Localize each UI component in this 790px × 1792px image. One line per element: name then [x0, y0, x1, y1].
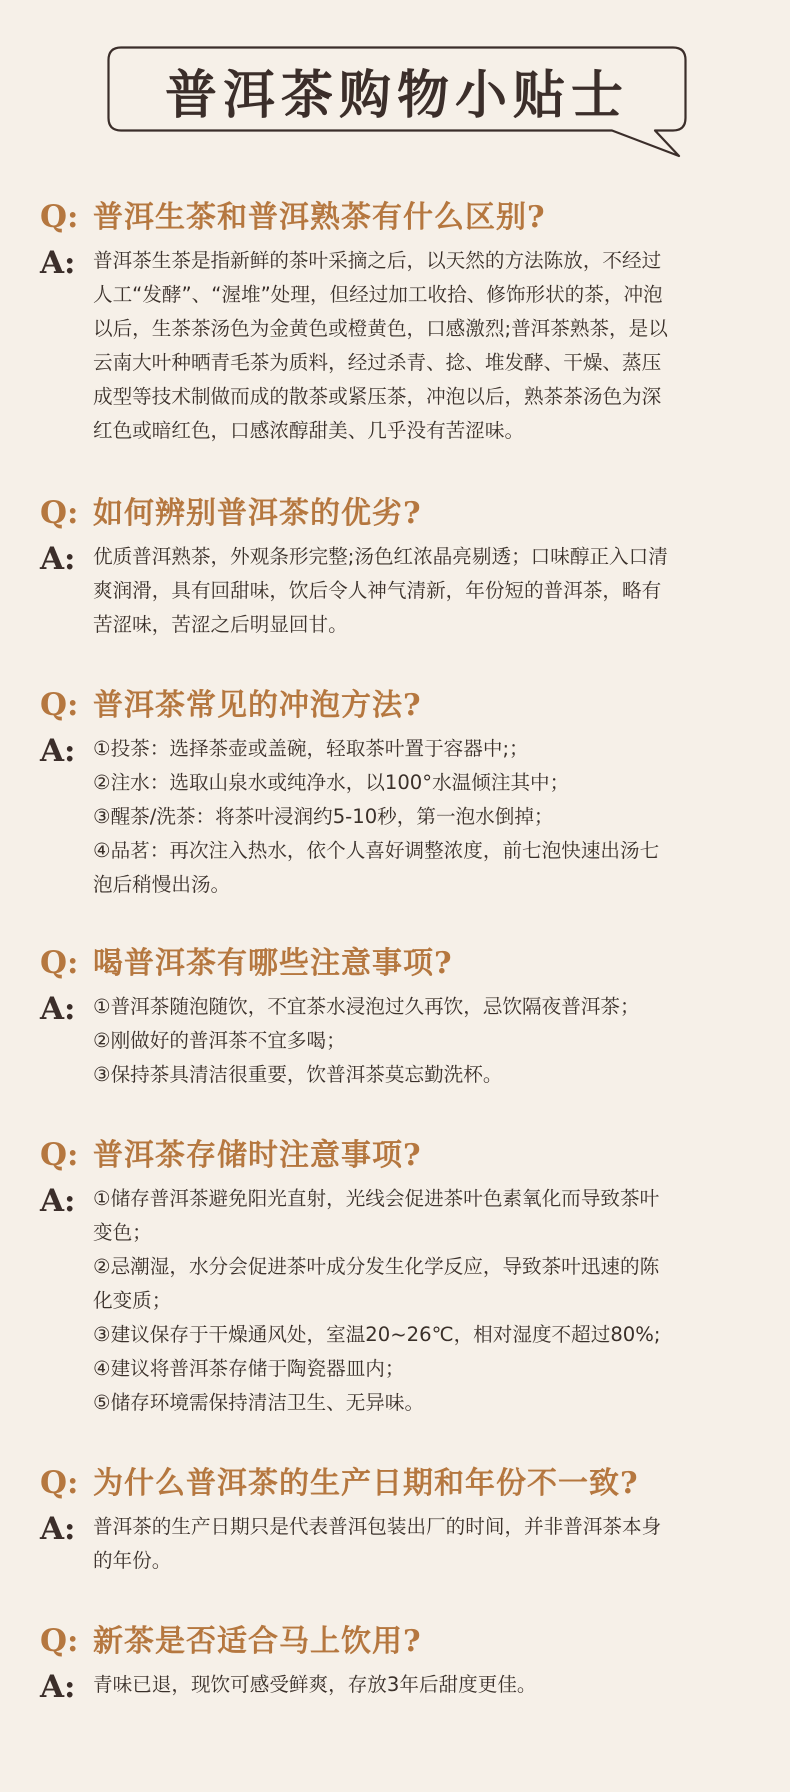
answer-marker: A: [40, 1669, 76, 1705]
answer-line: 爽润滑，具有回甜味，饮后令人神气清新，年份短的普洱茶，略有 [93, 579, 662, 602]
answer-line: 的年份。 [93, 1549, 172, 1572]
answer-body [93, 1182, 760, 1420]
answer-marker: A: [40, 733, 76, 769]
answer-line: 普洱茶的生产日期只是代表普洱包装出厂的时间，并非普洱茶本身 [93, 1515, 662, 1538]
question-text: 普洱茶常见的冲泡方法? [93, 688, 422, 723]
question-row [40, 1130, 760, 1182]
answer-row [40, 1182, 760, 1420]
question-row [40, 488, 760, 540]
answer-row [40, 732, 760, 902]
answer-line: ①储存普洱茶避免阳光直射，光线会促进茶叶色素氧化而导致茶叶 [93, 1187, 660, 1210]
question-text: 如何辨别普洱茶的优劣? [93, 496, 422, 531]
answer-line: 红色或暗红色，口感浓醇甜美、几乎没有苦涩味。 [93, 419, 525, 442]
qa-item [40, 1616, 760, 1716]
question-marker: Q: [40, 687, 79, 723]
answer-row [40, 990, 760, 1092]
answer-line: ②忌潮湿，水分会促进茶叶成分发生化学反应，导致茶叶迅速的陈 [93, 1255, 660, 1278]
answer-line: 人工“发酵”、“渥堆”处理，但经过加工收拾、修饰形状的茶，冲泡 [93, 283, 663, 306]
answer-row [40, 244, 760, 448]
answer-line: 变色； [93, 1221, 152, 1244]
qa-list [40, 192, 760, 1716]
answer-line: ②刚做好的普洱茶不宜多喝； [93, 1029, 346, 1052]
answer-body [93, 732, 760, 902]
answer-line: 青味已退，现饮可感受鲜爽，存放3年后甜度更佳。 [93, 1673, 537, 1696]
answer-marker: A: [40, 991, 76, 1027]
qa-item [40, 938, 760, 1130]
answer-line: 以后，生茶茶汤色为金黄色或橙黄色，口感激烈;普洱茶熟茶，是以 [93, 317, 668, 340]
qa-item [40, 680, 760, 938]
question-row [40, 192, 760, 244]
answer-marker: A: [40, 1183, 76, 1219]
question-marker: Q: [40, 1137, 79, 1173]
question-text: 喝普洱茶有哪些注意事项? [93, 946, 453, 981]
answer-line: ③醒茶/洗茶：将茶叶浸润约5-10秒，第一泡水倒掉； [93, 805, 554, 828]
answer-line: ⑤储存环境需保持清洁卫生、无异味。 [93, 1391, 425, 1414]
answer-line: ①投茶：选择茶壶或盖碗，轻取茶叶置于容器中;； [93, 737, 529, 760]
question-marker: Q: [40, 199, 79, 235]
page-title: 普洱茶购物小贴士 [164, 65, 629, 126]
answer-line: ①普洱茶随泡随饮，不宜茶水浸泡过久再饮，忌饮隔夜普洱茶； [93, 995, 640, 1018]
answer-line: ②注水：选取山泉水或纯净水，以100°水温倾注其中； [93, 771, 570, 794]
answer-row [40, 1510, 760, 1578]
answer-line: ③建议保存于干燥通风处，室温20~26℃，相对湿度不超过80%; [93, 1323, 661, 1346]
answer-line: 泡后稍慢出汤。 [93, 873, 231, 896]
answer-body [93, 1668, 760, 1702]
question-row [40, 938, 760, 990]
answer-line: 优质普洱熟茶，外观条形完整;汤色红浓晶亮剔透；口味醇正入口清 [93, 545, 668, 568]
answer-line: ④建议将普洱茶存储于陶瓷器皿内； [93, 1357, 405, 1380]
answer-line: 苦涩味，苦涩之后明显回甘。 [93, 613, 348, 636]
question-marker: Q: [40, 1623, 79, 1659]
answer-marker: A: [40, 245, 76, 281]
answer-body [93, 244, 760, 448]
answer-body [93, 990, 760, 1092]
qa-item [40, 192, 760, 488]
title-speech-bubble [107, 46, 687, 134]
question-text: 为什么普洱茶的生产日期和年份不一致? [93, 1466, 639, 1501]
qa-item [40, 1130, 760, 1458]
question-text: 普洱生茶和普洱熟茶有什么区别? [93, 200, 546, 235]
answer-body [93, 540, 760, 642]
answer-row [40, 1668, 760, 1704]
question-marker: Q: [40, 495, 79, 531]
qa-item [40, 488, 760, 680]
answer-line: 普洱茶生茶是指新鲜的茶叶采摘之后，以天然的方法陈放，不经过 [93, 249, 662, 272]
answer-line: ③保持茶具清洁很重要，饮普洱茶莫忘勤洗杯。 [93, 1063, 503, 1086]
answer-line: ④品茗：再次注入热水，依个人喜好调整浓度，前七泡快速出汤七 [93, 839, 660, 862]
answer-line: 云南大叶种晒青毛茶为质料，经过杀青、捻、堆发酵、干燥、蒸压 [93, 351, 662, 374]
answer-line: 成型等技术制做而成的散茶或紧压茶，冲泡以后，熟茶茶汤色为深 [93, 385, 662, 408]
answer-marker: A: [40, 541, 76, 577]
qa-item [40, 1458, 760, 1616]
question-row [40, 1458, 760, 1510]
question-text: 普洱茶存储时注意事项? [93, 1138, 422, 1173]
answer-body [93, 1510, 760, 1578]
answer-line: 化变质； [93, 1289, 172, 1312]
answer-row [40, 540, 760, 642]
question-text: 新茶是否适合马上饮用? [93, 1624, 422, 1659]
question-row [40, 1616, 760, 1668]
question-row [40, 680, 760, 732]
answer-marker: A: [40, 1511, 76, 1547]
question-marker: Q: [40, 945, 79, 981]
question-marker: Q: [40, 1465, 79, 1501]
